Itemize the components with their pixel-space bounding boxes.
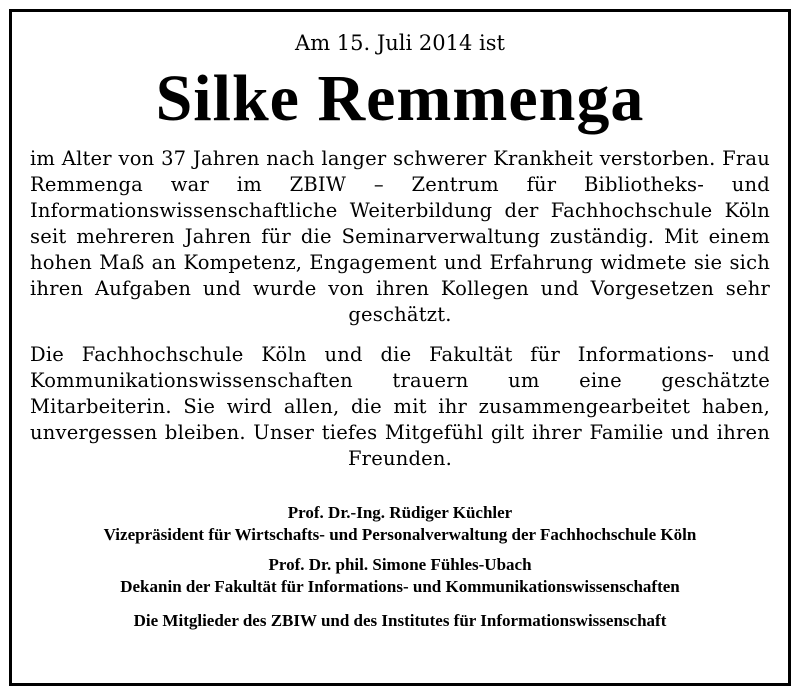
paragraph-biography: im Alter von 37 Jahren nach langer schwerer Krankheit verstorben. Frau Remmenga war im ZBIW – Zentrum für Bibliotheks- und Informationswissenschaftliche Weiterbildung der Fachhochschule Köln seit mehreren Jahren für die Seminarverwaltung zuständig. Mit einem hohen Maß an Kompetenz, Engagement und Erfahrung widmete sie sich ihren Aufgaben und wurde von ihren Kollegen und Vorgesetzen sehr geschätzt. — [30, 147, 770, 326]
signatory-1 — [30, 502, 770, 546]
signatory-1-name: Prof. Dr.-Ing. Rüdiger Küchler — [287, 503, 513, 522]
signatory-1-role: Vizepräsident für Wirtschafts- und Personalverwaltung der Fachhochschule Köln — [103, 525, 697, 544]
paragraph-condolence: Die Fachhochschule Köln und die Fakultät für Informations- und Kommunikationswissenschaften trauern um eine geschätzte Mitarbeiterin. Sie wird allen, die mit ihr zusammengearbeitet haben, unvergessen bleiben. Unser tiefes Mitgefühl gilt ihrer Familie und ihren Freunden. — [30, 343, 770, 470]
obituary-notice — [30, 0, 770, 632]
intro-line: Am 15. Juli 2014 ist — [295, 31, 505, 55]
closing-line: Die Mitglieder des ZBIW und des Institutes für Informationswissenschaft — [133, 611, 667, 630]
signatory-2-role: Dekanin der Fakultät für Informations- und Kommunikationswissenschaften — [120, 577, 680, 596]
signatory-2-name: Prof. Dr. phil. Simone Fühles-Ubach — [268, 555, 532, 574]
deceased-name: Silke Remmenga — [155, 62, 645, 135]
signatory-2 — [30, 554, 770, 598]
